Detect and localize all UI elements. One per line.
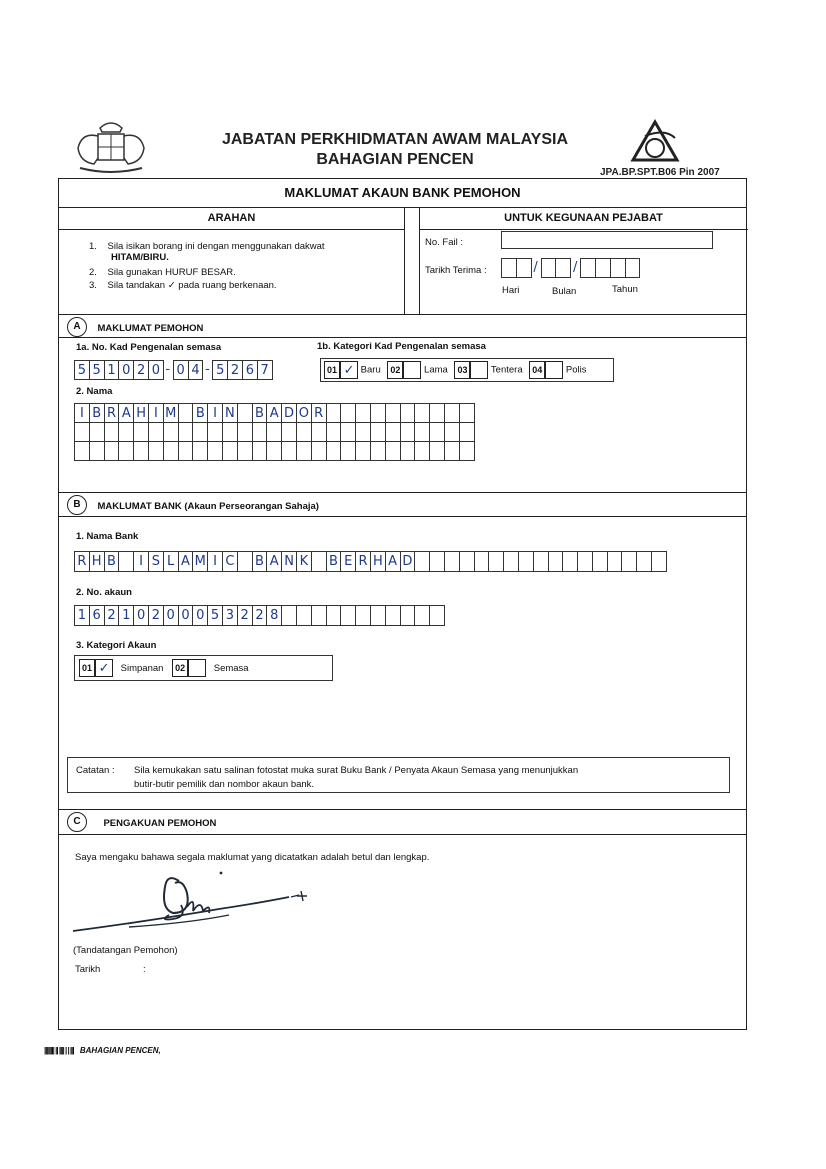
account-digit-cell: 0 — [133, 605, 149, 626]
year-label: Tahun — [612, 284, 638, 295]
name-char-cell — [133, 422, 149, 442]
name-char-cell: I — [148, 403, 164, 423]
footer-text: BAHAGIAN PENCEN, — [79, 1046, 161, 1055]
agency-title: JABATAN PERKHIDMATAN AWAM MALAYSIA — [221, 131, 569, 148]
name-char-cell — [444, 441, 460, 461]
bank-name-char-cell — [459, 551, 475, 572]
ic-digit-cell: 5 — [89, 360, 105, 380]
account-digit-cell — [296, 605, 312, 626]
account-category-semasa-checkbox[interactable] — [188, 659, 206, 677]
account-digit-cell — [414, 605, 430, 626]
name-row — [74, 441, 474, 461]
ic-category-label: 1b. Kategori Kad Pengenalan semasa — [317, 341, 486, 352]
name-char-cell — [355, 422, 371, 442]
ic-digit-cell: 0 — [118, 360, 134, 380]
ic-separator: - — [205, 362, 210, 377]
bank-name-char-cell: K — [296, 551, 312, 572]
name-char-cell — [266, 441, 282, 461]
account-no-field[interactable] — [74, 605, 444, 626]
note-line-1: Sila kemukakan satu salinan fotostat muka surat Buku Bank / Penyata Akaun Semasa yang menunjukkan — [134, 765, 579, 776]
account-digit-cell — [281, 605, 297, 626]
section-b-heading: B MAKLUMAT BANK (Akaun Perseorangan Sahaja) — [67, 495, 319, 515]
name-char-cell — [252, 422, 268, 442]
instruction-3: 3. Sila tandakan ✓ pada ruang berkenaan. — [89, 280, 277, 291]
bank-name-char-cell: L — [163, 551, 179, 572]
bank-name-char-cell: B — [326, 551, 342, 572]
bank-name-char-cell — [414, 551, 430, 572]
bank-name-char-cell: N — [281, 551, 297, 572]
name-char-cell — [326, 422, 342, 442]
name-char-cell — [252, 441, 268, 461]
name-char-cell — [429, 403, 445, 423]
bank-name-char-cell: A — [385, 551, 401, 572]
name-char-cell — [104, 441, 120, 461]
account-digit-cell: 6 — [89, 605, 105, 626]
bank-name-char-cell — [429, 551, 445, 572]
bank-name-char-cell — [444, 551, 460, 572]
footer — [44, 1046, 161, 1055]
name-char-cell — [385, 422, 401, 442]
name-char-cell: I — [74, 403, 90, 423]
account-digit-cell — [400, 605, 416, 626]
bank-name-char-cell — [533, 551, 549, 572]
file-no-label: No. Fail : — [425, 237, 464, 248]
account-no-label: 2. No. akaun — [76, 587, 132, 598]
bank-name-char-cell: E — [340, 551, 356, 572]
bank-name-char-cell — [621, 551, 637, 572]
name-char-cell — [207, 422, 223, 442]
account-category-label: 3. Kategori Akaun — [76, 640, 157, 651]
pension-logo-icon — [625, 118, 685, 166]
account-digit-cell: 8 — [266, 605, 282, 626]
account-digit-cell — [355, 605, 371, 626]
name-char-cell: B — [89, 403, 105, 423]
file-no-field[interactable] — [501, 231, 713, 249]
bank-name-char-cell: C — [222, 551, 238, 572]
bank-name-char-cell: S — [148, 551, 164, 572]
bank-name-char-cell — [474, 551, 490, 572]
month-label: Bulan — [552, 286, 577, 297]
office-use-heading: UNTUK KEGUNAAN PEJABAT — [504, 212, 663, 224]
bank-name-char-cell — [577, 551, 593, 572]
name-char-cell — [340, 403, 356, 423]
account-digit-cell: 1 — [118, 605, 134, 626]
ic-category-lama-checkbox[interactable] — [403, 361, 421, 379]
name-char-cell — [222, 441, 238, 461]
name-char-cell — [311, 441, 327, 461]
bank-name-char-cell — [237, 551, 253, 572]
day-label: Hari — [502, 285, 520, 296]
account-digit-cell: 5 — [207, 605, 223, 626]
name-char-cell: B — [252, 403, 268, 423]
account-digit-cell — [370, 605, 386, 626]
ic-digit-cell: 5 — [74, 360, 90, 380]
account-category-simpanan-checkbox[interactable]: ✓ — [95, 659, 113, 677]
name-char-cell — [355, 441, 371, 461]
name-char-cell: I — [207, 403, 223, 423]
name-char-cell — [192, 422, 208, 442]
name-char-cell: O — [296, 403, 312, 423]
applicant-signature[interactable] — [69, 869, 319, 949]
name-field[interactable] — [74, 403, 474, 460]
section-c-heading: C PENGAKUAN PEMOHON — [67, 812, 216, 832]
name-char-cell — [281, 422, 297, 442]
name-char-cell: R — [104, 403, 120, 423]
account-digit-cell: 2 — [237, 605, 253, 626]
division-title: BAHAGIAN PENCEN — [316, 151, 474, 168]
name-char-cell — [148, 441, 164, 461]
ic-digit-cell: 1 — [104, 360, 120, 380]
form-reference: JPA.BP.SPT.B06 Pin 2007 — [600, 167, 720, 178]
name-char-cell — [370, 441, 386, 461]
name-char-cell — [414, 422, 430, 442]
name-char-cell — [414, 403, 430, 423]
bank-name-label: 1. Nama Bank — [76, 531, 139, 542]
bank-name-char-cell: R — [355, 551, 371, 572]
name-char-cell — [459, 403, 475, 423]
ic-number-field[interactable] — [74, 360, 272, 380]
bank-name-char-cell — [636, 551, 652, 572]
name-char-cell — [163, 422, 179, 442]
bank-name-char-cell — [118, 551, 134, 572]
ic-digit-cell: 2 — [133, 360, 149, 380]
ic-category-tentera-checkbox[interactable] — [470, 361, 488, 379]
name-char-cell — [459, 441, 475, 461]
name-char-cell — [178, 422, 194, 442]
bank-name-char-cell — [311, 551, 327, 572]
name-char-cell — [340, 441, 356, 461]
name-char-cell — [163, 441, 179, 461]
name-char-cell — [237, 403, 253, 423]
name-char-cell — [281, 441, 297, 461]
name-char-cell — [311, 422, 327, 442]
name-row — [74, 403, 474, 423]
ic-digit-cell: 2 — [227, 360, 243, 380]
bank-name-char-cell: R — [74, 551, 90, 572]
account-digit-cell — [326, 605, 342, 626]
bank-name-char-cell: I — [207, 551, 223, 572]
name-char-cell — [400, 422, 416, 442]
ic-separator: - — [165, 362, 171, 377]
name-char-cell: D — [281, 403, 297, 423]
account-digit-cell: 2 — [252, 605, 268, 626]
name-char-cell — [370, 403, 386, 423]
date-colon: : — [143, 964, 146, 975]
bank-name-char-cell: B — [104, 551, 120, 572]
section-a-heading: A MAKLUMAT PEMOHON — [67, 317, 203, 337]
date-received-field[interactable]: / / — [501, 258, 639, 278]
bank-name-char-cell — [548, 551, 564, 572]
name-char-cell — [192, 441, 208, 461]
name-char-cell — [118, 422, 134, 442]
bank-name-char-cell — [562, 551, 578, 572]
name-char-cell — [74, 441, 90, 461]
ic-digit-cell: 6 — [242, 360, 258, 380]
account-digit-cell — [429, 605, 445, 626]
name-char-cell — [355, 403, 371, 423]
name-char-cell — [222, 422, 238, 442]
name-char-cell — [414, 441, 430, 461]
bank-name-char-cell: B — [252, 551, 268, 572]
bank-name-field[interactable] — [74, 551, 666, 572]
name-char-cell — [178, 441, 194, 461]
name-char-cell: N — [222, 403, 238, 423]
name-char-cell — [400, 403, 416, 423]
bank-name-char-cell: D — [400, 551, 416, 572]
name-char-cell: A — [266, 403, 282, 423]
form-title: MAKLUMAT AKAUN BANK PEMOHON — [284, 185, 521, 200]
malaysia-coat-of-arms-icon — [70, 118, 152, 176]
ic-digit-cell: 0 — [173, 360, 189, 380]
account-digit-cell: 0 — [163, 605, 179, 626]
bank-name-char-cell: I — [133, 551, 149, 572]
account-digit-cell — [311, 605, 327, 626]
name-char-cell — [459, 422, 475, 442]
account-digit-cell: 3 — [222, 605, 238, 626]
name-char-cell: A — [118, 403, 134, 423]
name-char-cell — [370, 422, 386, 442]
name-char-cell — [89, 441, 105, 461]
barcode-icon: |||||||| || |||| | | ||| — [44, 1046, 74, 1055]
bank-name-char-cell — [518, 551, 534, 572]
bank-name-char-cell — [651, 551, 667, 572]
name-char-cell — [326, 441, 342, 461]
ic-category-polis-checkbox[interactable] — [545, 361, 563, 379]
ic-digit-cell: 7 — [257, 360, 273, 380]
account-category-group: 01 ✓ Simpanan 02 Semasa — [74, 655, 333, 681]
ic-label: 1a. No. Kad Pengenalan semasa — [76, 342, 222, 353]
bank-name-char-cell: A — [266, 551, 282, 572]
name-char-cell: H — [133, 403, 149, 423]
name-char-cell: B — [192, 403, 208, 423]
name-char-cell — [118, 441, 134, 461]
name-char-cell — [266, 422, 282, 442]
account-digit-cell: 0 — [178, 605, 194, 626]
name-char-cell — [385, 441, 401, 461]
note-box — [67, 757, 730, 793]
name-char-cell — [326, 403, 342, 423]
name-row — [74, 422, 474, 442]
form-frame — [58, 178, 747, 1030]
name-char-cell: R — [311, 403, 327, 423]
bank-name-char-cell: H — [89, 551, 105, 572]
name-char-cell — [444, 422, 460, 442]
name-char-cell — [148, 422, 164, 442]
bank-name-char-cell — [488, 551, 504, 572]
bank-name-char-cell: A — [178, 551, 194, 572]
bank-name-char-cell — [592, 551, 608, 572]
name-char-cell — [133, 441, 149, 461]
name-char-cell: M — [163, 403, 179, 423]
account-digit-cell: 0 — [192, 605, 208, 626]
ic-category-group: 01 ✓ Baru 02 Lama 03 Tentera 04 Polis — [320, 358, 614, 382]
date-received-label: Tarikh Terima : — [425, 265, 487, 276]
account-digit-cell: 2 — [104, 605, 120, 626]
name-label: 2. Nama — [76, 386, 113, 397]
name-char-cell — [429, 422, 445, 442]
ic-category-baru-checkbox[interactable]: ✓ — [340, 361, 358, 379]
bank-name-char-cell: H — [370, 551, 386, 572]
bank-name-char-cell — [607, 551, 623, 572]
instruction-1: 1. Sila isikan borang ini dengan menggunakan dakwat HITAM/BIRU. — [89, 241, 325, 263]
account-digit-cell: 2 — [148, 605, 164, 626]
bank-name-char-cell — [503, 551, 519, 572]
instructions-heading: ARAHAN — [207, 212, 256, 224]
name-char-cell — [385, 403, 401, 423]
note-label: Catatan : — [76, 765, 115, 776]
ic-digit-cell: 4 — [188, 360, 204, 380]
account-digit-cell — [340, 605, 356, 626]
name-char-cell — [207, 441, 223, 461]
name-char-cell — [296, 422, 312, 442]
name-char-cell — [89, 422, 105, 442]
ic-digit-cell: 5 — [212, 360, 228, 380]
account-digit-cell: 1 — [74, 605, 90, 626]
ic-digit-cell: 0 — [148, 360, 164, 380]
name-char-cell — [104, 422, 120, 442]
date-label: Tarikh — [75, 964, 101, 975]
account-digit-cell — [385, 605, 401, 626]
name-char-cell — [74, 422, 90, 442]
signature-label: (Tandatangan Pemohon) — [73, 945, 178, 956]
note-line-2: butir-butir pemilik dan nombor akaun bank. — [134, 779, 315, 790]
name-char-cell — [444, 403, 460, 423]
name-char-cell — [237, 441, 253, 461]
name-char-cell — [237, 422, 253, 442]
bank-name-char-cell: M — [192, 551, 208, 572]
name-char-cell — [340, 422, 356, 442]
name-char-cell — [296, 441, 312, 461]
name-char-cell — [178, 403, 194, 423]
instruction-2: 2. Sila gunakan HURUF BESAR. — [89, 267, 236, 278]
name-char-cell — [429, 441, 445, 461]
name-char-cell — [400, 441, 416, 461]
declaration-text: Saya mengaku bahawa segala maklumat yang dicatatkan adalah betul dan lengkap. — [75, 852, 430, 863]
